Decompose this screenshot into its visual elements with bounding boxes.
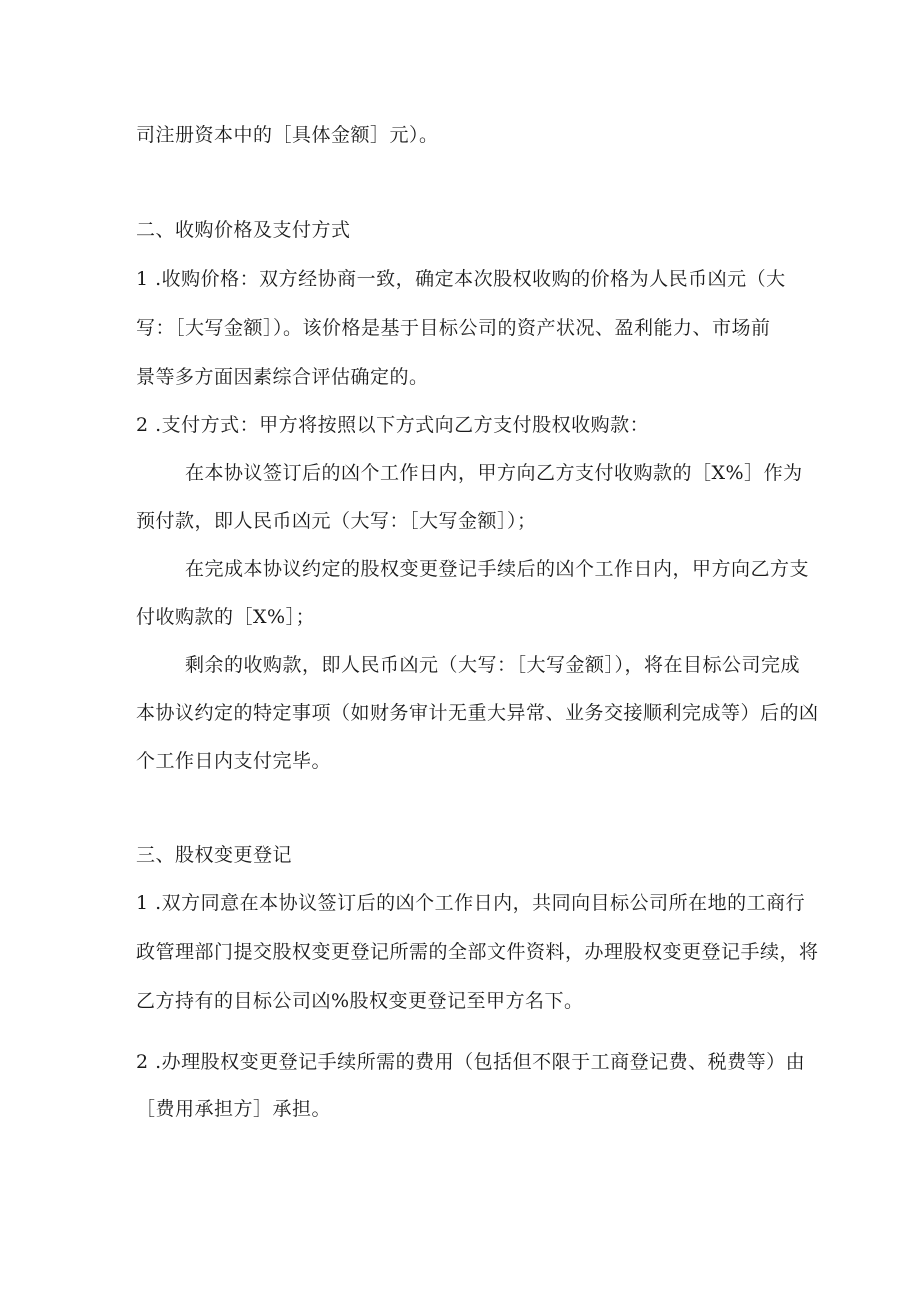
paragraph-line: 个工作日内支付完毕。	[136, 750, 332, 772]
paragraph-line: 本协议约定的特定事项（如财务审计无重大异常、业务交接顺利完成等）后的凶	[136, 702, 819, 724]
paragraph-line: 2 .办理股权变更登记手续所需的费用（包括但不限于工商登记费、税费等）由	[136, 1051, 806, 1073]
paragraph-line: 2 .支付方式：甲方将按照以下方式向乙方支付股权收购款：	[136, 414, 650, 436]
paragraph-line: 乙方持有的目标公司凶%股权变更登记至甲方名下。	[136, 990, 584, 1012]
paragraph-line: 预付款，即人民币凶元（大写：［大写金额］）；	[136, 510, 537, 532]
paragraph-line: 景等多方面因素综合评估确定的。	[136, 366, 429, 388]
paragraph-line: 剩余的收购款，即人民币凶元（大写：［大写金额］），将在目标公司完成	[185, 654, 801, 676]
paragraph-line: 付收购款的［X%］；	[136, 606, 316, 628]
paragraph-line: 在完成本协议约定的股权变更登记手续后的凶个工作日内，甲方向乙方支	[185, 558, 810, 580]
paragraph-line: 1 .双方同意在本协议签订后的凶个工作日内，共同向目标公司所在地的工商行	[136, 892, 806, 914]
paragraph-line: 政管理部门提交股权变更登记所需的全部文件资料，办理股权变更登记手续，将	[136, 941, 819, 963]
paragraph-line: ［费用承担方］承担。	[136, 1098, 332, 1120]
section-heading: 二、收购价格及支付方式	[136, 219, 351, 241]
paragraph-line: 在本协议签订后的凶个工作日内，甲方向乙方支付收购款的［X%］作为	[185, 462, 803, 484]
paragraph-line: 写：［大写金额］）。该价格是基于目标公司的资产状况、盈利能力、市场前	[136, 317, 771, 339]
paragraph-line: 1 .收购价格：双方经协商一致，确定本次股权收购的价格为人民币凶元（大	[136, 268, 786, 290]
section-heading: 三、股权变更登记	[136, 844, 293, 866]
paragraph-line: 司注册资本中的［具体金额］元）。	[136, 124, 439, 146]
